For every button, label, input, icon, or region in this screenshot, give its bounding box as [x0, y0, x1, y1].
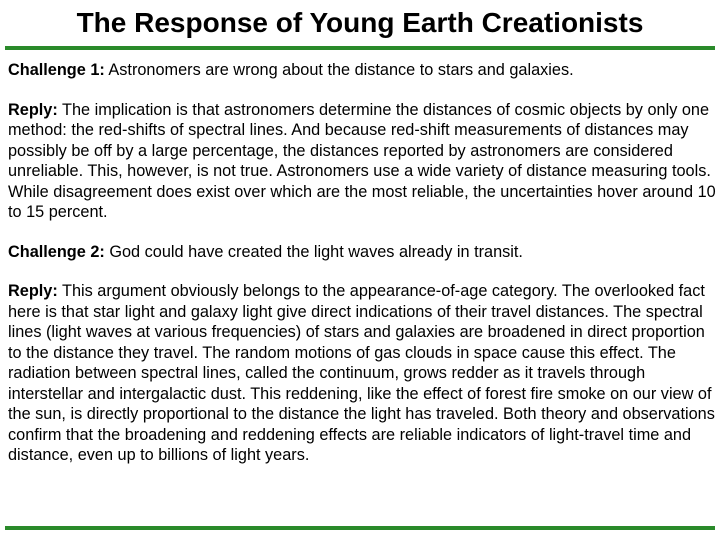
top-divider	[5, 46, 715, 50]
challenge-1-text: Astronomers are wrong about the distance to stars and galaxies.	[104, 61, 574, 79]
reply-2-text: This argument obviously belongs to the appearance-of-age category. The overlooked fact here is that star light and galaxy light give direct indications of their travel distances. The spectral lines (light waves at various frequencies) of stars and galaxies are broadened in direct proportion to the distance they travel. The random motions of gas clouds in space cause this effect. The radiation between spectral lines, called the continuum, grows redder as it travels through interstellar and intergalactic dust. This reddening, like the effect of forest fire smoke on our view of the sun, is directly proportional to the distance the light has traveled. Both theory and observations confirm that the broadening and reddening effects are reliable indicators of light-travel time and distance, even up to billions of light years.	[8, 282, 715, 464]
challenge-2-label: Challenge 2:	[8, 242, 105, 261]
challenge-2-text: God could have created the light waves already in transit.	[104, 242, 523, 261]
reply-1-text: The implication is that astronomers determine the distances of cosmic objects by only one method: the red-shifts of spectral lines. And because red-shift measurements of distances may possibly be off by a large percentage, the distances reported by astronomers are considered unreliable. This, however, is not true. Astronomers use a wide variety of distance measuring tools. While disagreement does exist over which are the most reliable, the uncertainties hover around 10 to 15 percent.	[8, 100, 716, 221]
reply-2-label: Reply:	[8, 282, 58, 300]
reply-1-paragraph	[8, 100, 718, 223]
slide-title: The Response of Young Earth Creationists	[76, 7, 644, 38]
slide-body	[8, 60, 718, 485]
reply-2-paragraph	[8, 281, 718, 466]
bottom-divider	[5, 526, 715, 530]
reply-1-label: Reply:	[8, 100, 58, 119]
challenge-2-paragraph	[8, 242, 718, 263]
challenge-1-label: Challenge 1:	[8, 61, 105, 79]
challenge-1-paragraph	[8, 60, 718, 81]
